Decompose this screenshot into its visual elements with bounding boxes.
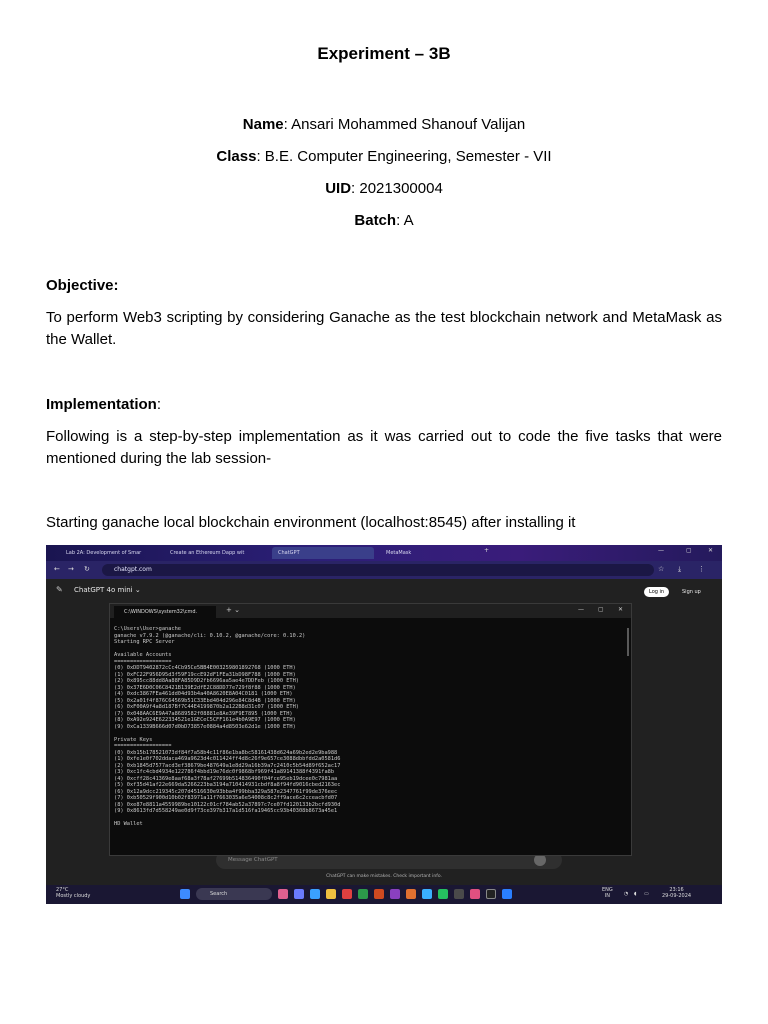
terminal-close-icon[interactable]: ✕: [618, 606, 624, 613]
edit-icon[interactable]: ✎: [56, 585, 63, 594]
clock-date: 29-09-2024: [662, 893, 692, 899]
windows-taskbar: [46, 885, 722, 904]
whatsapp-icon[interactable]: [438, 889, 448, 899]
wifi-icon[interactable]: ◔: [624, 891, 629, 897]
menu-icon[interactable]: ⋮: [698, 565, 705, 573]
terminal-scrollbar[interactable]: [627, 628, 629, 656]
close-icon[interactable]: ✕: [708, 547, 714, 554]
implementation-colon: :: [156, 396, 162, 413]
model-selector[interactable]: ChatGPT 4o mini ⌄: [74, 586, 141, 594]
new-tab-icon[interactable]: +: [484, 547, 490, 554]
signup-button[interactable]: Sign up: [682, 589, 701, 595]
browser-tab[interactable]: [380, 547, 482, 559]
class-line: [0, 148, 768, 165]
browser-tab[interactable]: [60, 547, 158, 559]
minimize-icon[interactable]: —: [658, 547, 664, 554]
uid-label: UID: [325, 180, 352, 197]
name-line: [0, 116, 768, 133]
app-icon[interactable]: [470, 889, 480, 899]
terminal-tab-label: C:\WINDOWS\system32\cmd.: [124, 609, 198, 615]
batch-label: Batch: [354, 212, 397, 229]
weather-desc: Mostly cloudy: [56, 893, 91, 899]
batch-value: : A: [396, 212, 414, 229]
terminal-maximize-icon[interactable]: ▢: [598, 606, 604, 613]
implementation-text: Following is a step-by-step implementation as it was carried out to code the five tasks that were mentioned during the lab session-: [46, 428, 722, 467]
download-icon[interactable]: ⤓: [678, 565, 682, 573]
clock-time: 23:16: [669, 887, 684, 893]
app-icon[interactable]: [374, 889, 384, 899]
terminal-minimize-icon[interactable]: —: [578, 606, 584, 613]
uid-value: : 2021300004: [351, 180, 443, 197]
weather-temp: 27°C: [56, 887, 69, 893]
new-terminal-tab-icon[interactable]: + ⌄: [226, 606, 240, 614]
back-icon[interactable]: ←: [54, 565, 60, 573]
app-icon[interactable]: [422, 889, 432, 899]
name-label: Name: [242, 116, 284, 133]
forward-icon[interactable]: →: [68, 565, 74, 573]
document-title: Experiment – 3B: [317, 44, 451, 63]
language-indicator[interactable]: [602, 887, 613, 899]
objective-heading: Objective:: [46, 277, 119, 294]
embedded-screenshot: [46, 545, 722, 904]
browser-tab-bar: [46, 545, 722, 561]
disclaimer-text: ChatGPT can make mistakes. Check important info.: [326, 874, 442, 879]
terminal-tab[interactable]: [114, 606, 216, 618]
vscode-icon[interactable]: [502, 889, 512, 899]
implementation-heading: [46, 396, 161, 413]
terminal-app-icon[interactable]: [486, 889, 496, 899]
terminal-window: [109, 603, 632, 856]
clock[interactable]: [662, 887, 691, 899]
app-icon[interactable]: [406, 889, 416, 899]
taskbar-search[interactable]: [196, 888, 272, 900]
maximize-icon[interactable]: ▢: [686, 547, 692, 554]
terminal-tab-bar: [110, 604, 631, 618]
class-value: : B.E. Computer Engineering, Semester - VII: [256, 148, 552, 165]
browser-tab-active[interactable]: [272, 547, 374, 559]
app-icon[interactable]: [278, 889, 288, 899]
class-label: Class: [216, 148, 257, 165]
browser-tab[interactable]: [164, 547, 268, 559]
app-icon[interactable]: [342, 889, 352, 899]
browser-tab-label: Lab 2A: Development of Smar: [66, 550, 142, 556]
address-bar: [46, 561, 722, 579]
login-button[interactable]: Log in: [644, 587, 669, 597]
file-explorer-icon[interactable]: [326, 889, 336, 899]
app-icon[interactable]: [454, 889, 464, 899]
objective-text: To perform Web3 scripting by considering Ganache as the test blockchain network and MetaMask as the Wallet.: [46, 309, 722, 348]
language-line2: IN: [604, 893, 610, 899]
browser-tab-label: MetaMask: [386, 550, 412, 556]
uid-line: [0, 180, 768, 197]
star-icon[interactable]: ☆: [658, 565, 665, 573]
browser-tab-label: Create an Ethereum Dapp wit: [170, 550, 245, 556]
batch-line: [0, 212, 768, 229]
language-line1: ENG: [602, 887, 613, 893]
weather-widget[interactable]: [56, 887, 90, 899]
app-icon[interactable]: [294, 889, 304, 899]
app-icon[interactable]: [358, 889, 368, 899]
chat-header: [46, 579, 722, 603]
start-icon[interactable]: [180, 889, 190, 899]
url-input[interactable]: chatgpt.com: [102, 564, 654, 576]
implementation-heading-text: Implementation: [46, 396, 157, 413]
name-value: : Ansari Mohammed Shanouf Valijan: [283, 116, 526, 133]
reload-icon[interactable]: ↻: [84, 565, 90, 573]
terminal-output: C:\Users\User>ganache ganache v7.9.2 (@ganache/cli: 0.10.2, @ganache/core: 0.10.2) Starting RPC Server Available Accounts ================== (0) 0xDDT9402872cCc4Cb95Ce5BB4E003259801892768 (1000 ETH) (1) 0xFC22F956D95d3f59F19ccE92dF1FEa31bD98F788 (1000 ETH) (2) 0x895cc88dd8Aa88FA85D9D2fb6696aa5ae4e7DDFeb (1000 ETH) (3) 0x37E6D0C06C8421B139E2dfE2C88DD77e729f8f88 (1000 ETH) (4) 0xdc3867FEa461dd04d93b4a40A8620E8A04C0181 (1000 ETH) (5) 0x2a01f4f876C64569b51C33Ebd404d296e84C8d4B (1000 ETH) (6) 0xF00A9f4a8d187Bf7C44E4199870b2a122B8d31c07 (1000 ETH) (7) 0x048AAC6E9A47a8689582f08881e8Ae39F9E7895 (1000 ETH) (8) 0xA92e924E622334521e1GECeC5CFF161e4b0A9E97 (1000 ETH) (9) 0xCa1339B666d07d0bD73857e0884a4d8503e62d1e (1000 ETH) Private Keys ================== (0) 0xb15b178521073df84f7a58b4c11f86e1ba8bc58161438d624a69b2ed2e9ba988 (1) 0xfe1e0f702ddaca469a9623d4c011424ff4d8c26f9e657ce3088dbbfdd2a0581d6 (2) 0xb1845d7577acd3ef38679be487649a1e8d29a16b39a7c2410c5b54d89f652ac17 (3) 0xc1fc4cbd4934e122786f4bbd19e76dc0f9868bf969f41a89141388f4391fa8b (4) 0xcff28c41369e8aaf68a3f78af27699b514836490f04fce95eb19dcee0c7981aa (5) 0xf35d41af22e669da5266223ba3194a710414931cbdf8a8f94fd9016cbed2163ec (6) 0x12a9dcc219345c207d4516630e93bba4f99bba329a587e2347761f99de376eec (7) 0xb50529f900d10b02f83971a11f7663035a6e54008c8c2ff9ace6c2cceacbfd07 (8) 0xe87e8811a4559989be10122c01cf784ab52a37897c7ce07fd120133b2bcfd930d (9) 0x8613fd7d558249ae0d9f73ce397b317a1d516fa19465cc93b40308b8673a45e1 HD Wallet: [114, 626, 341, 827]
browser-tab-label: ChatGPT: [278, 550, 300, 556]
message-input[interactable]: Message ChatGPT: [216, 851, 562, 869]
app-icon[interactable]: [310, 889, 320, 899]
screenshot-caption: Starting ganache local blockchain environment (localhost:8545) after installing it: [46, 514, 576, 531]
battery-icon[interactable]: ▭: [644, 891, 649, 897]
volume-icon[interactable]: ◖: [634, 891, 637, 897]
app-icon[interactable]: [390, 889, 400, 899]
search-label: Search: [210, 891, 228, 897]
